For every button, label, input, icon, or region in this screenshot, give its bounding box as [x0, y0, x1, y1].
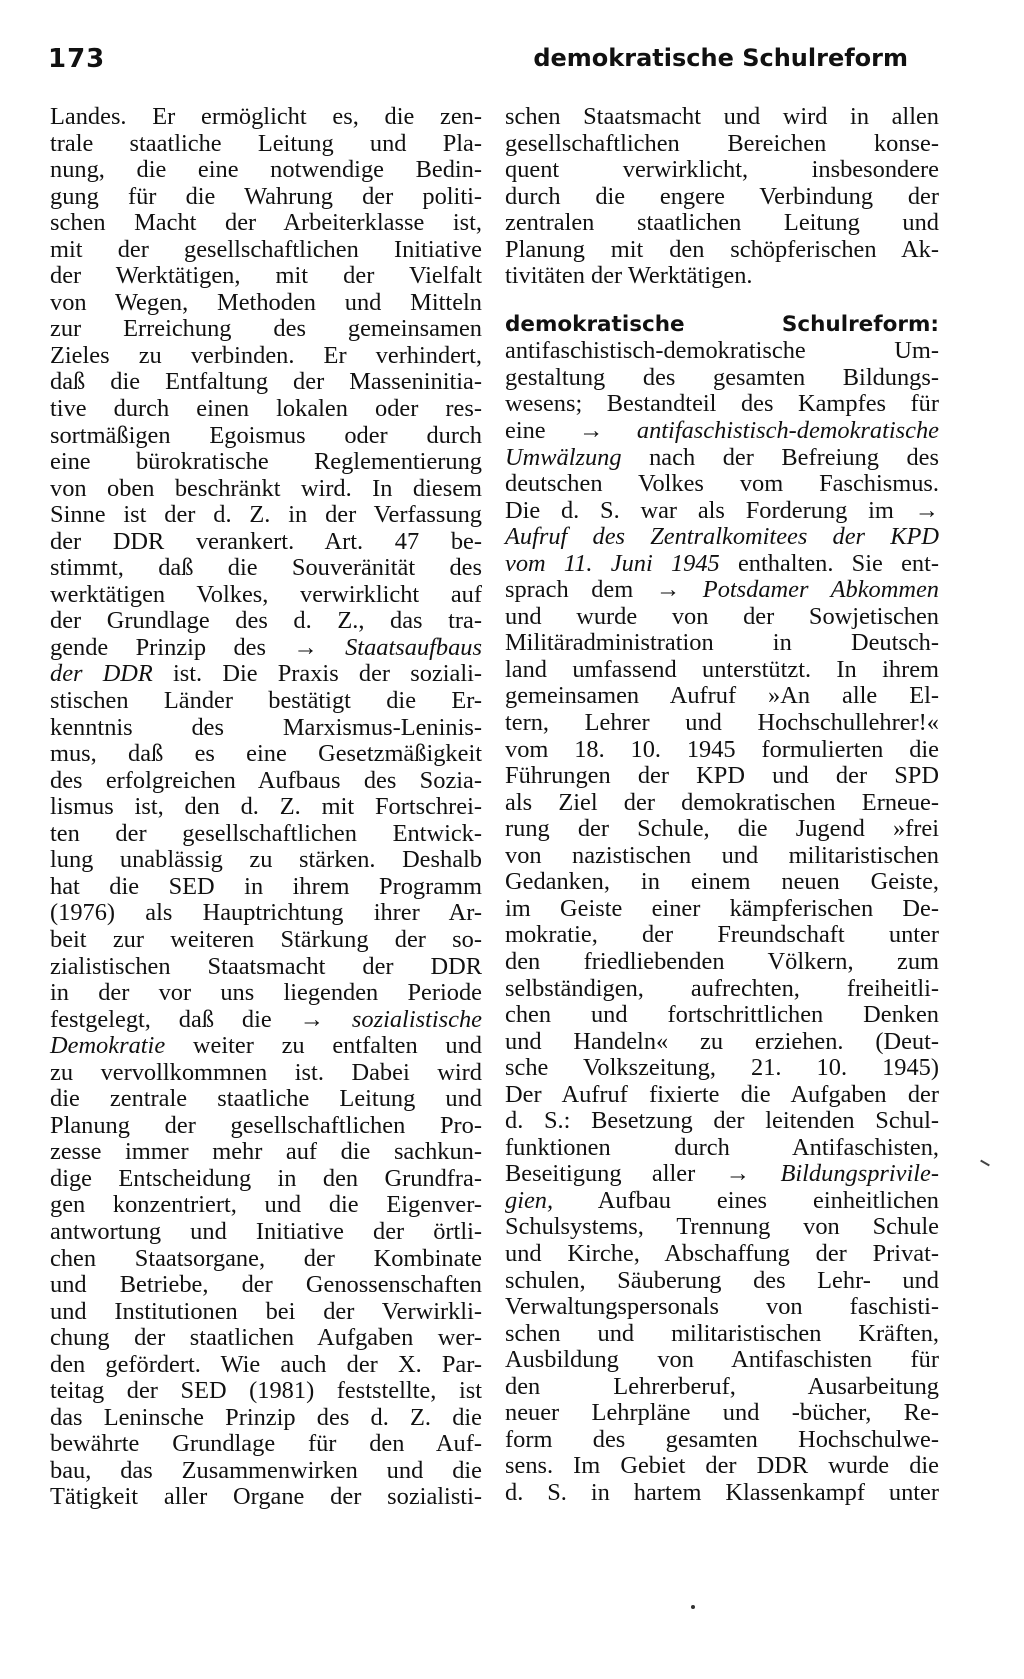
text-line: antwortung und Initiative der örtli-	[50, 1217, 482, 1245]
text-line: nung, die eine notwendige Bedin-	[50, 156, 482, 184]
text-line: daß die Entfaltung der Masseninitia-	[50, 368, 482, 396]
text-line: und Handeln« zu erziehen. (Deut-	[505, 1027, 939, 1055]
text-line: beit zur weiteren Stärkung der so-	[50, 925, 482, 953]
text-line: im Geiste einer kämpferischen De-	[505, 894, 939, 922]
text-line: sens. Im Gebiet der DDR wurde die	[505, 1452, 939, 1480]
entry-gap	[505, 290, 939, 312]
text-line: Demokratie weiter zu entfalten und	[50, 1032, 482, 1060]
text-line: Gedanken, in einem neuen Geiste,	[505, 868, 939, 896]
text-line: mit der gesellschaftlichen Initiative	[50, 235, 482, 263]
text-line: sprach dem → Potsdamer Abkommen	[505, 576, 939, 604]
text-line: kenntnis des Marxismus-Leninis-	[50, 713, 482, 741]
text-line: teitag der SED (1981) feststellte, ist	[50, 1377, 482, 1405]
text-line: selbständigen, aufrechten, freiheitli-	[505, 974, 939, 1002]
continued-entry	[505, 104, 939, 290]
text-line: tern, Lehrer und Hochschullehrer!«	[505, 709, 939, 737]
text-line: mus, daß es eine Gesetzmäßigkeit	[50, 740, 482, 768]
text-line: als Ziel der demokratischen Erneue-	[505, 788, 939, 816]
text-line: der Werktätigen, mit der Vielfalt	[50, 262, 482, 290]
text-line: tive durch einen lokalen oder res-	[50, 395, 482, 423]
text-line: hat die SED in ihrem Programm	[50, 872, 482, 900]
text-line: funktionen durch Antifaschisten,	[505, 1133, 939, 1161]
text-line: (1976) als Hauptrichtung ihrer Ar-	[50, 899, 482, 927]
margin-mark	[980, 1160, 990, 1167]
text-line: des erfolgreichen Aufbaus des Sozia-	[50, 766, 482, 794]
text-line: Führungen der KPD und der SPD	[505, 762, 939, 790]
text-line: wesens; Bestandteil des Kampfes für	[505, 390, 939, 418]
text-line: schen und militaristischen Kräften,	[505, 1319, 939, 1347]
running-head: demokratische Schulreform	[533, 44, 908, 72]
text-line: eine bürokratische Reglementierung	[50, 448, 482, 476]
text-line: Die d. S. war als Forderung im →	[505, 496, 939, 524]
text-line: und wurde von der Sowjetischen	[505, 602, 939, 630]
text-line: gung für die Wahrung der politi-	[50, 182, 482, 210]
text-line: durch die engere Verbindung der	[505, 182, 939, 210]
text-line: das Leninsche Prinzip des d. Z. die	[50, 1403, 482, 1431]
text-line: Landes. Er ermöglicht es, die zen-	[50, 103, 482, 130]
text-line: ten der gesellschaftlichen Entwick-	[50, 819, 482, 847]
text-line: Der Aufruf fixierte die Aufgaben der	[505, 1080, 939, 1108]
text-line: Verwaltungspersonals von faschisti-	[505, 1293, 939, 1321]
text-line: land umfassend unterstützt. In ihrem	[505, 655, 939, 683]
text-line: zur Erreichung des gemeinsamen	[50, 315, 482, 343]
text-line: bewährte Grundlage für den Auf-	[50, 1430, 482, 1458]
text-line: eine → antifaschistisch-demokratische	[505, 417, 939, 445]
text-line: zu vervollkommnen ist. Dabei wird	[50, 1058, 482, 1086]
text-line: Beseitigung aller → Bildungsprivile-	[505, 1160, 939, 1188]
text-line: zesse immer mehr auf die sachkun-	[50, 1138, 482, 1166]
text-line: schen Staatsmacht und wird in allen	[505, 103, 939, 130]
text-line: der DDR verankert. Art. 47 be-	[50, 527, 482, 555]
entry-lemma: demokratische Schulreform:	[505, 311, 939, 337]
text-line: Umwälzung nach der Befreiung des	[505, 443, 939, 471]
text-line: gesellschaftlichen Bereichen konse-	[505, 129, 939, 157]
text-line: die zentrale staatliche Leitung und	[50, 1085, 482, 1113]
text-line: chen Staatsorgane, der Kombinate	[50, 1244, 482, 1272]
text-line: festgelegt, daß die → sozialistische	[50, 1005, 482, 1033]
left-column	[50, 104, 482, 1511]
text-line: Aufruf des Zentralkomitees der KPD	[505, 523, 939, 551]
text-line: deutschen Volkes vom Faschismus.	[505, 470, 939, 498]
page-number: 173	[48, 44, 106, 74]
text-line: antifaschistisch-demokratische Um-	[505, 337, 939, 365]
text-line: zialistischen Staatsmacht der DDR	[50, 952, 482, 980]
text-line: chen und fortschrittlichen Denken	[505, 1001, 939, 1029]
text-line: chung der staatlichen Aufgaben wer-	[50, 1324, 482, 1352]
text-line: der DDR ist. Die Praxis der soziali-	[50, 660, 482, 688]
right-column	[505, 104, 939, 1506]
text-line: rung der Schule, die Jugend »frei	[505, 815, 939, 843]
text-line: mokratie, der Freundschaft unter	[505, 921, 939, 949]
entry-demokratische-schulreform	[505, 312, 939, 1507]
text-line: stischen Länder bestätigt die Er-	[50, 687, 482, 715]
text-line: von oben beschränkt wird. In diesem	[50, 474, 482, 502]
text-line: werktätigen Volkes, verwirklicht auf	[50, 580, 482, 608]
text-line: sche Volkszeitung, 21. 10. 1945)	[505, 1054, 939, 1082]
text-line: quent verwirklicht, insbesondere	[505, 156, 939, 184]
text-line: Sinne ist der d. Z. in der Verfassung	[50, 501, 482, 529]
text-line: gen konzentriert, und die Eigenver-	[50, 1191, 482, 1219]
text-line: sortmäßigen Egoismus oder durch	[50, 421, 482, 449]
text-line: Zieles zu verbinden. Er verhindert,	[50, 341, 482, 369]
print-speck	[691, 1605, 695, 1609]
text-line: von Wegen, Methoden und Mitteln	[50, 288, 482, 316]
text-line: und Betriebe, der Genossenschaften	[50, 1271, 482, 1299]
text-line: schulen, Säuberung des Lehr- und	[505, 1266, 939, 1294]
text-line: tivitäten der Werktätigen.	[505, 262, 753, 290]
text-line: d. S. in hartem Klassenkampf unter	[505, 1478, 939, 1506]
text-line: den Lehrerberuf, Ausarbeitung	[505, 1372, 939, 1400]
text-line: vom 18. 10. 1945 formulierten die	[505, 735, 939, 763]
text-line: vom 11. Juni 1945 enthalten. Sie ent-	[505, 549, 939, 577]
text-line: schen Macht der Arbeiterklasse ist,	[50, 209, 482, 237]
text-line: von nazistischen und militaristischen	[505, 841, 939, 869]
text-line: Ausbildung von Antifaschisten für	[505, 1346, 939, 1374]
text-line: den friedliebenden Völkern, zum	[505, 947, 939, 975]
text-line: neuer Lehrpläne und -bücher, Re-	[505, 1399, 939, 1427]
text-line: gende Prinzip des → Staatsaufbaus	[50, 633, 482, 661]
text-line: trale staatliche Leitung und Pla-	[50, 129, 482, 157]
text-line: zentralen staatlichen Leitung und	[505, 209, 939, 237]
text-line: den gefördert. Wie auch der X. Par-	[50, 1350, 482, 1378]
text-line: gestaltung des gesamten Bildungs-	[505, 363, 939, 391]
text-line: Militäradministration in Deutsch-	[505, 629, 939, 657]
text-line: form des gesamten Hochschulwe-	[505, 1425, 939, 1453]
text-line: stimmt, daß die Souveränität des	[50, 554, 482, 582]
text-line: Tätigkeit aller Organe der sozialisti-	[50, 1483, 482, 1511]
text-line: gemeinsamen Aufruf »An alle El-	[505, 682, 939, 710]
text-line: in der vor uns liegenden Periode	[50, 979, 482, 1007]
text-line: und Kirche, Abschaffung der Privat-	[505, 1239, 939, 1267]
text-line: und Institutionen bei der Verwirkli-	[50, 1297, 482, 1325]
text-line: Schulsystems, Trennung von Schule	[505, 1213, 939, 1241]
text-line: lung unablässig zu stärken. Deshalb	[50, 846, 482, 874]
text-line: der Grundlage des d. Z., das tra-	[50, 607, 482, 635]
text-line: dige Entscheidung in den Grundfra-	[50, 1164, 482, 1192]
text-line: bau, das Zusammenwirken und die	[50, 1456, 482, 1484]
text-line: d. S.: Besetzung der leitenden Schul-	[505, 1107, 939, 1135]
text-line: lismus ist, den d. Z. mit Fortschrei-	[50, 793, 482, 821]
text-line: gien, Aufbau eines einheitlichen	[505, 1186, 939, 1214]
text-line: Planung der gesellschaftlichen Pro-	[50, 1111, 482, 1139]
page-header	[48, 44, 908, 84]
text-line: Planung mit den schöpferischen Ak-	[505, 235, 939, 263]
